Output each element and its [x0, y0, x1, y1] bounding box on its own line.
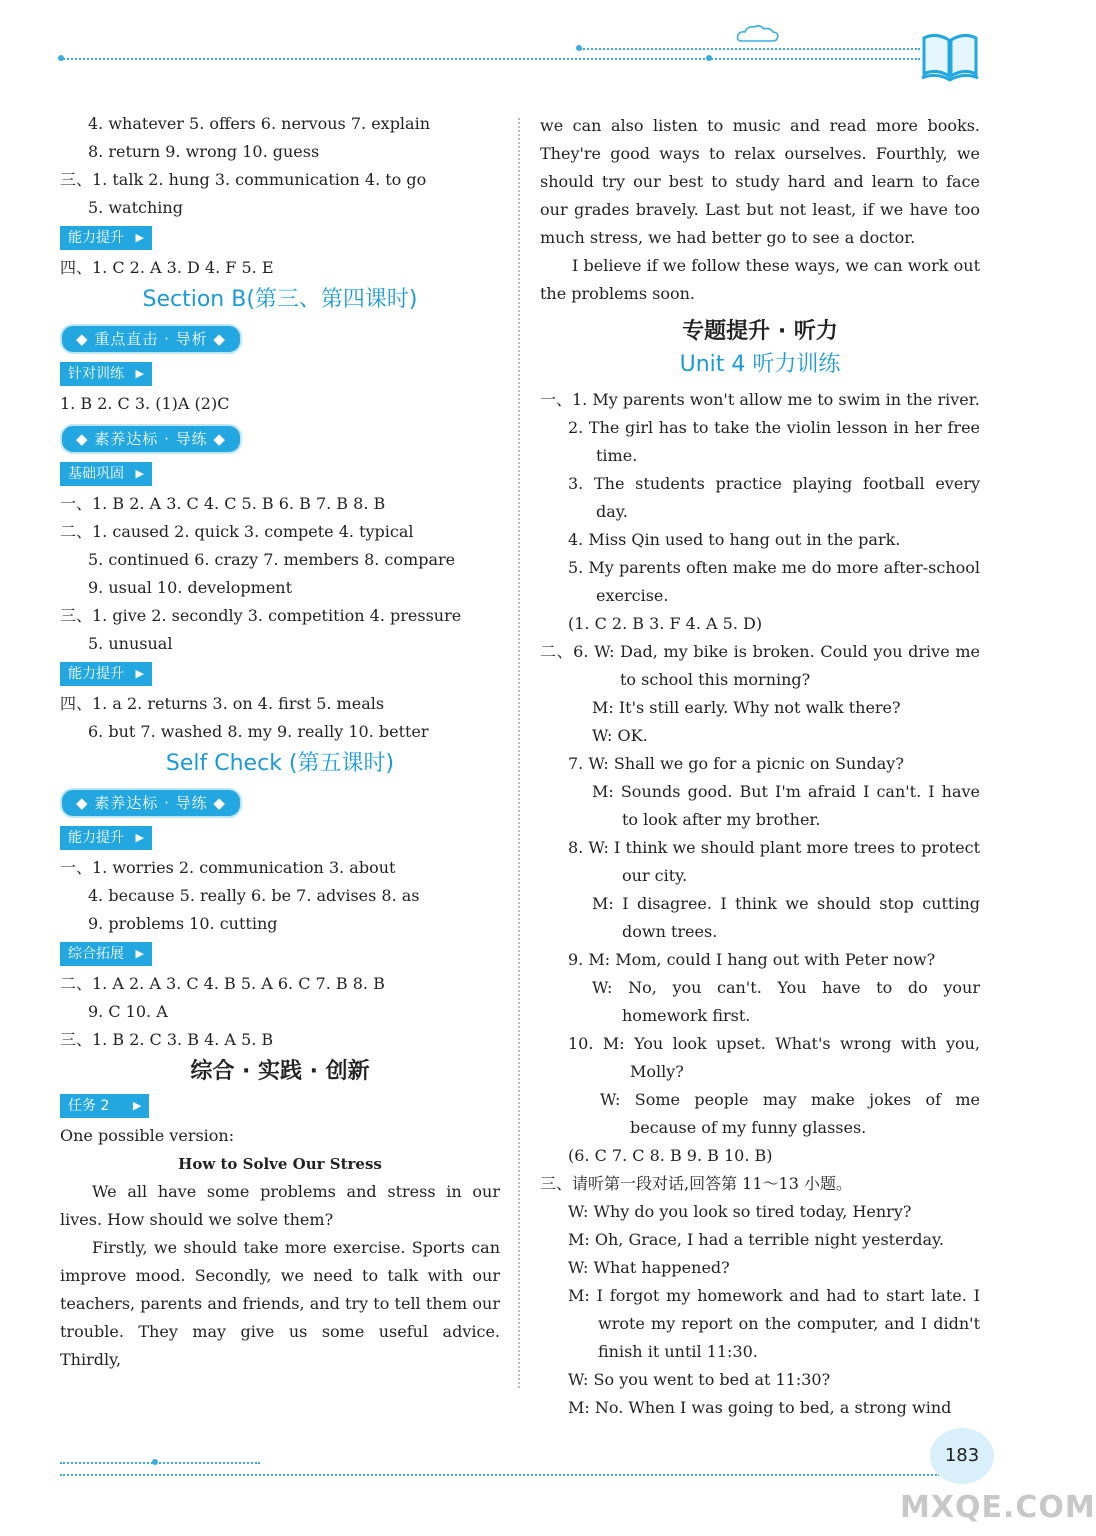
dialogue-line: 8. W: I think we should plant more trees to protect our city. — [568, 838, 980, 885]
dialogue-line: 9. M: Mom, could I hang out with Peter now? — [568, 950, 936, 969]
essay-paragraph: We all have some problems and stress in our lives. How should we solve them? — [60, 1182, 500, 1229]
play-arrow-icon: ▶ — [135, 831, 144, 844]
header-dot — [576, 45, 582, 51]
section-tag-target: 针对训练 ▶ — [60, 362, 152, 386]
dialogue-line: 二、6. W: Dad, my bike is broken. Could you drive me to school this morning? — [540, 642, 980, 689]
dialogue-line: W: OK. — [592, 726, 648, 745]
essay-intro: One possible version: — [60, 1126, 235, 1145]
listening-line: 一、1. My parents won't allow me to swim in the river. — [540, 390, 980, 409]
section-title: Section B(第三、第四课时) — [142, 287, 418, 312]
dialogue-line: W: Some people may make jokes of me because of my funny glasses. — [600, 1090, 980, 1137]
section-title: Self Check (第五课时) — [165, 751, 395, 776]
answer-line: 三、1. give 2. secondly 3. competition 4. pressure — [60, 606, 462, 625]
dialogue-line: 10. M: You look upset. What's wrong with you, Molly? — [568, 1034, 980, 1081]
practice-title: 综合 · 实践 · 创新 — [190, 1059, 370, 1084]
play-arrow-icon: ▶ — [135, 667, 144, 680]
dialogue-line: M: It's still early. Why not walk there? — [592, 698, 901, 717]
footer-dot — [152, 1459, 158, 1465]
answer-line: 4. whatever 5. offers 6. nervous 7. explain — [88, 114, 431, 133]
unit-title: Unit 4 听力训练 — [679, 352, 841, 377]
book-icon — [920, 30, 980, 82]
dialogue-line: M: No. When I was going to bed, a strong wind — [568, 1398, 952, 1417]
answer-line: (6. C 7. C 8. B 9. B 10. B) — [568, 1146, 773, 1165]
header-dot — [58, 55, 64, 61]
left-column — [60, 110, 500, 1374]
answer-line: 四、1. C 2. A 3. D 4. F 5. E — [60, 258, 274, 277]
play-arrow-icon: ▶ — [135, 367, 144, 380]
play-arrow-icon: ▶ — [135, 231, 144, 244]
essay-title: How to Solve Our Stress — [178, 1155, 382, 1173]
play-arrow-icon: ▶ — [132, 1099, 142, 1112]
page-number: 183 — [930, 1428, 994, 1484]
play-arrow-icon: ▶ — [135, 467, 144, 480]
cloud-icon — [736, 24, 780, 44]
answer-line: 三、1. B 2. C 3. B 4. A 5. B — [60, 1030, 274, 1049]
answer-line: 二、1. caused 2. quick 3. compete 4. typical — [60, 522, 414, 541]
dialogue-line: W: So you went to bed at 11:30? — [568, 1370, 831, 1389]
listening-line: 3. The students practice playing football every day. — [568, 474, 980, 521]
footer-dotted-line — [60, 1474, 940, 1476]
dialogue-line: M: Sounds good. But I'm afraid I can't. I have to look after my brother. — [592, 782, 980, 829]
dialogue-line: M: I forgot my homework and had to start late. I wrote my report on the computer, and I didn't finish it until 11:30. — [568, 1286, 980, 1361]
listening-line: 2. The girl has to take the violin lesson in her free time. — [568, 418, 980, 465]
dialogue-line: W: Why do you look so tired today, Henry? — [568, 1202, 912, 1221]
listening-line: 5. My parents often make me do more after-school exercise. — [568, 558, 980, 605]
dialogue-line: M: Oh, Grace, I had a terrible night yesterday. — [568, 1230, 944, 1249]
instruction-line: 三、请听第一段对话,回答第 11～13 小题。 — [540, 1174, 852, 1193]
section-tag-task: 任务 2 ▶ — [60, 1094, 149, 1118]
answer-line: 一、1. B 2. A 3. C 4. C 5. B 6. B 7. B 8. B — [60, 494, 386, 513]
answer-line: 4. because 5. really 6. be 7. advises 8. as — [88, 886, 420, 905]
answer-line: 9. C 10. A — [88, 1002, 168, 1021]
answer-line: 二、1. A 2. A 3. C 4. B 5. A 6. C 7. B 8. B — [60, 974, 385, 993]
column-divider — [518, 118, 520, 1388]
section-pill: ◆ 素养达标 · 导练 ◆ — [60, 788, 242, 818]
answer-line: 5. continued 6. crazy 7. members 8. compare — [88, 550, 456, 569]
answer-line: 9. usual 10. development — [88, 578, 293, 597]
right-column — [540, 112, 980, 1422]
essay-paragraph: we can also listen to music and read more books. They're good ways to relax ourselves. Fourthly, we should try our best to study hard and learn to face our grades bravely. Last but not least, if we have too much stress, we had better go to see a doctor. — [540, 116, 980, 247]
answer-line: 三、1. talk 2. hung 3. communication 4. to go — [60, 170, 427, 189]
answer-line: 8. return 9. wrong 10. guess — [88, 142, 320, 161]
play-arrow-icon: ▶ — [135, 947, 144, 960]
section-pill: ◆ 重点直击 · 导析 ◆ — [60, 324, 242, 354]
answer-line: 9. problems 10. cutting — [88, 914, 278, 933]
essay-paragraph: I believe if we follow these ways, we can work out the problems soon. — [540, 256, 980, 303]
dialogue-line: W: No, you can't. You have to do your homework first. — [592, 978, 980, 1025]
answer-line: (1. C 2. B 3. F 4. A 5. D) — [568, 614, 763, 633]
listening-line: 4. Miss Qin used to hang out in the park. — [568, 530, 901, 549]
topic-title: 专题提升 · 听力 — [682, 319, 838, 344]
answer-line: 四、1. a 2. returns 3. on 4. first 5. meals — [60, 694, 385, 713]
essay-paragraph: Firstly, we should take more exercise. Sports can improve mood. Secondly, we need to talk with our teachers, parents and friends, and try to tell them our trouble. They may give us some useful advice. Thirdly, — [60, 1238, 500, 1369]
section-tag-ability: 能力提升 ▶ — [60, 826, 152, 850]
dialogue-line: W: What happened? — [568, 1258, 730, 1277]
section-tag-ability: 能力提升 ▶ — [60, 226, 152, 250]
dialogue-line: M: I disagree. I think we should stop cutting down trees. — [592, 894, 980, 941]
section-tag-ability: 能力提升 ▶ — [60, 662, 152, 686]
dialogue-line: 7. W: Shall we go for a picnic on Sunday? — [568, 754, 904, 773]
section-tag-basic: 基础巩固 ▶ — [60, 462, 152, 486]
answer-line: 6. but 7. washed 8. my 9. really 10. better — [88, 722, 429, 741]
watermark: MXQE.COM — [900, 1490, 1096, 1525]
answer-line: 1. B 2. C 3. (1)A (2)C — [60, 394, 230, 413]
answer-line: 5. watching — [88, 198, 183, 217]
answer-line: 5. unusual — [88, 634, 173, 653]
answer-line: 一、1. worries 2. communication 3. about — [60, 858, 396, 877]
header-dotted-line-upper — [580, 48, 920, 50]
section-tag-comprehensive: 综合拓展 ▶ — [60, 942, 152, 966]
header-dotted-line — [60, 58, 920, 60]
section-pill: ◆ 素养达标 · 导练 ◆ — [60, 424, 242, 454]
header-dot — [706, 55, 712, 61]
footer-dotted-line-short — [60, 1462, 260, 1464]
